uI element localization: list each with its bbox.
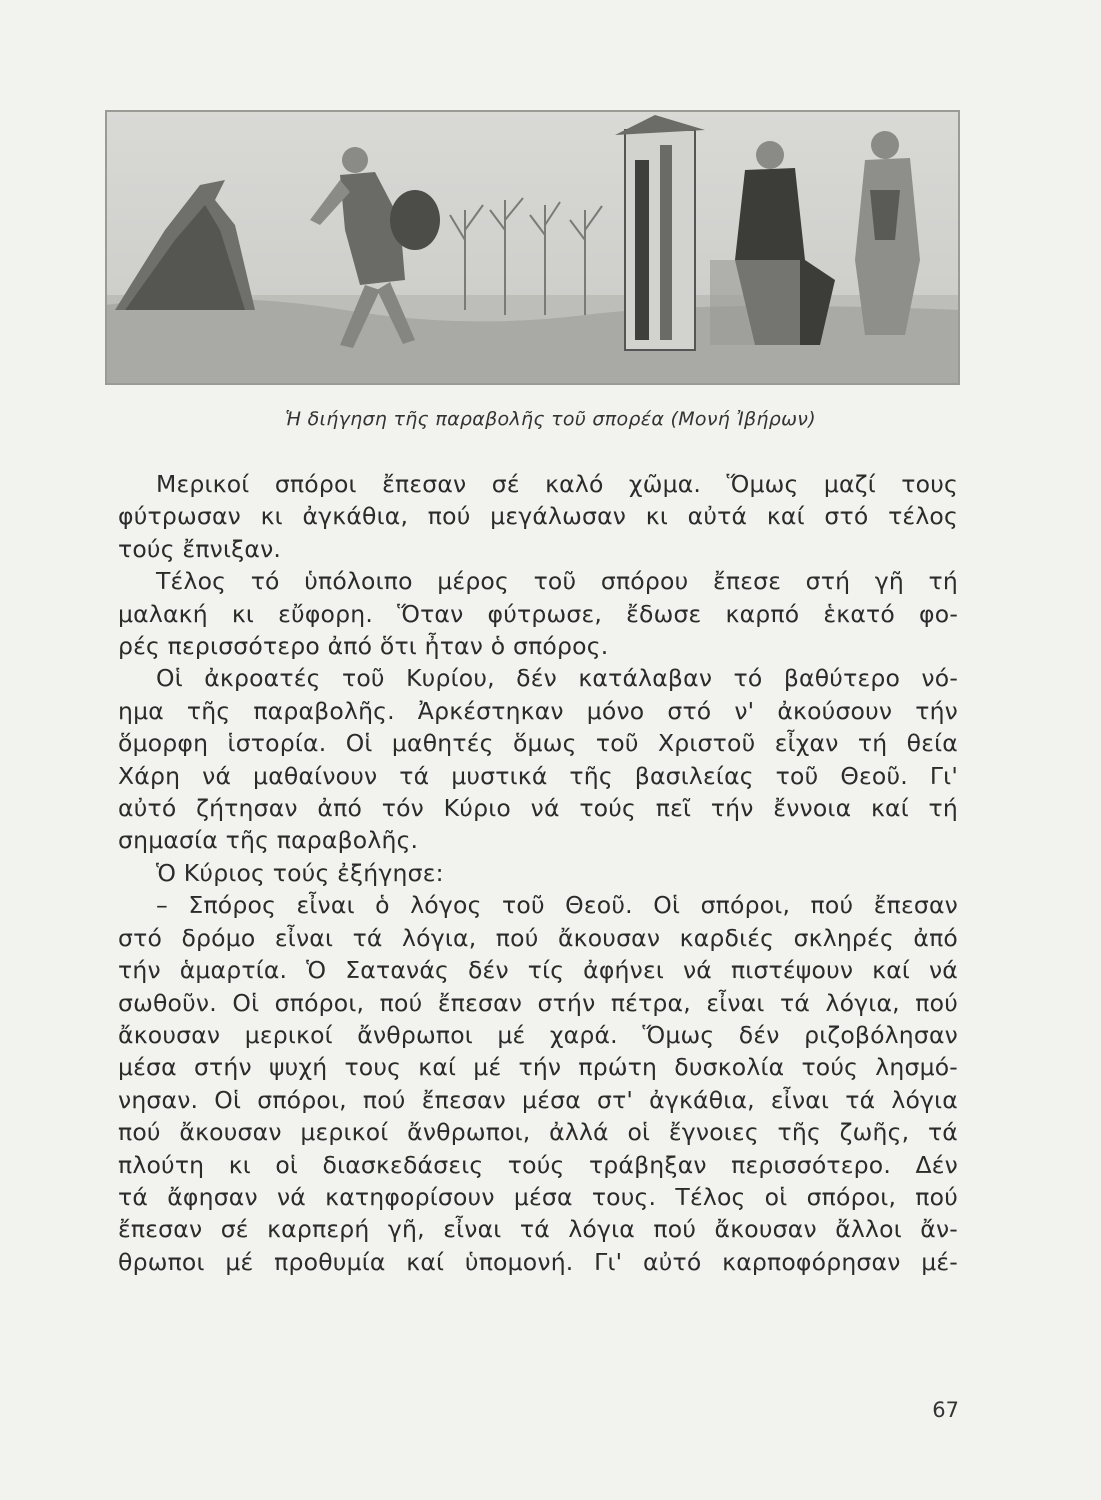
text-line: πλούτη κι οἱ διασκεδάσεις τούς τράβηξαν περισσότερο. Δέν xyxy=(118,1150,958,1179)
text-line: ρές περισσότερο ἀπό ὅτι ἦταν ὁ σπόρος. xyxy=(118,632,609,661)
illustration-caption: Ἡ διήγηση τῆς παραβολῆς τοῦ σπορέα (Μονή Ἰβήρων) xyxy=(285,408,816,430)
text-line: Χάρη νά μαθαίνουν τά μυστικά τῆς βασιλείας τοῦ Θεοῦ. Γι' xyxy=(118,761,958,790)
text-line: στό δρόμο εἶναι τά λόγια, πού ἄκουσαν καρδιές σκληρές ἀπό xyxy=(118,923,958,952)
text-line: τά ἄφησαν νά κατηφορίσουν μέσα τους. Τέλος οἱ σπόροι, πού xyxy=(118,1182,958,1211)
text-line: ὅμορφη ἱστορία. Οἱ μαθητές ὅμως τοῦ Χριστοῦ εἶχαν τή θεία xyxy=(118,729,958,758)
text-line: ἄκουσαν μερικοί ἄνθρωποι μέ χαρά. Ὅμως δέν ριζοβόλησαν xyxy=(118,1020,958,1049)
body-text xyxy=(118,468,958,1278)
text-line: Οἱ ἀκροατές τοῦ Κυρίου, δέν κατάλαβαν τό βαθύτερο νό- xyxy=(156,664,958,693)
text-line: τήν ἁμαρτία. Ὁ Σατανάς δέν τίς ἀφήνει νά πιστέψουν καί νά xyxy=(118,956,958,985)
text-line: – Σπόρος εἶναι ὁ λόγος τοῦ Θεοῦ. Οἱ σπόροι, πού ἔπεσαν xyxy=(156,891,958,920)
text-line: ημα τῆς παραβολῆς. Ἀρκέστηκαν μόνο στό ν' ἀκούσουν τήν xyxy=(118,696,958,725)
illustration-drawing xyxy=(105,110,960,385)
text-line: φύτρωσαν κι ἀγκάθια, πού μεγάλωσαν κι αὐτά καί στό τέλος xyxy=(118,502,958,531)
text-line: σημασία τῆς παραβολῆς. xyxy=(118,826,419,855)
text-line: Ὁ Κύριος τούς ἐξήγησε: xyxy=(156,858,444,887)
text-line: σωθοῦν. Οἱ σπόροι, πού ἔπεσαν στήν πέτρα, εἶναι τά λόγια, πού xyxy=(118,988,958,1017)
text-line: θρωποι μέ προθυμία καί ὑπομονή. Γι' αὐτό καρποφόρησαν μέ- xyxy=(118,1247,958,1276)
text-line: τούς ἔπνιξαν. xyxy=(118,534,282,563)
text-line: ἔπεσαν σέ καρπερή γῆ, εἶναι τά λόγια πού ἄκουσαν ἄλλοι ἄν- xyxy=(118,1215,958,1244)
text-line: νησαν. Οἱ σπόροι, πού ἔπεσαν μέσα στ' ἀγκάθια, εἶναι τά λόγια xyxy=(118,1085,958,1114)
building xyxy=(615,115,705,350)
text-line: μαλακή κι εὔφορη. Ὅταν φύτρωσε, ἔδωσε καρπό ἑκατό φο- xyxy=(118,599,958,628)
text-line: πού ἄκουσαν μερικοί ἄνθρωποι, ἀλλά οἱ ἔγνοιες τῆς ζωῆς, τά xyxy=(118,1118,958,1147)
text-line: Τέλος τό ὑπόλοιπο μέρος τοῦ σπόρου ἔπεσε στή γῆ τή xyxy=(156,567,958,596)
parable-illustration xyxy=(105,110,960,385)
text-line: μέσα στήν ψυχή τους καί μέ τήν πρώτη δυσκολία τούς λησμό- xyxy=(118,1053,958,1082)
page-number: 67 xyxy=(932,1398,959,1422)
text-line: Μερικοί σπόροι ἔπεσαν σέ καλό χῶμα. Ὅμως μαζί τους xyxy=(156,470,958,498)
text-line: αὐτό ζήτησαν ἀπό τόν Κύριο νά τούς πεῖ τήν ἔννοια καί τή xyxy=(118,794,958,823)
